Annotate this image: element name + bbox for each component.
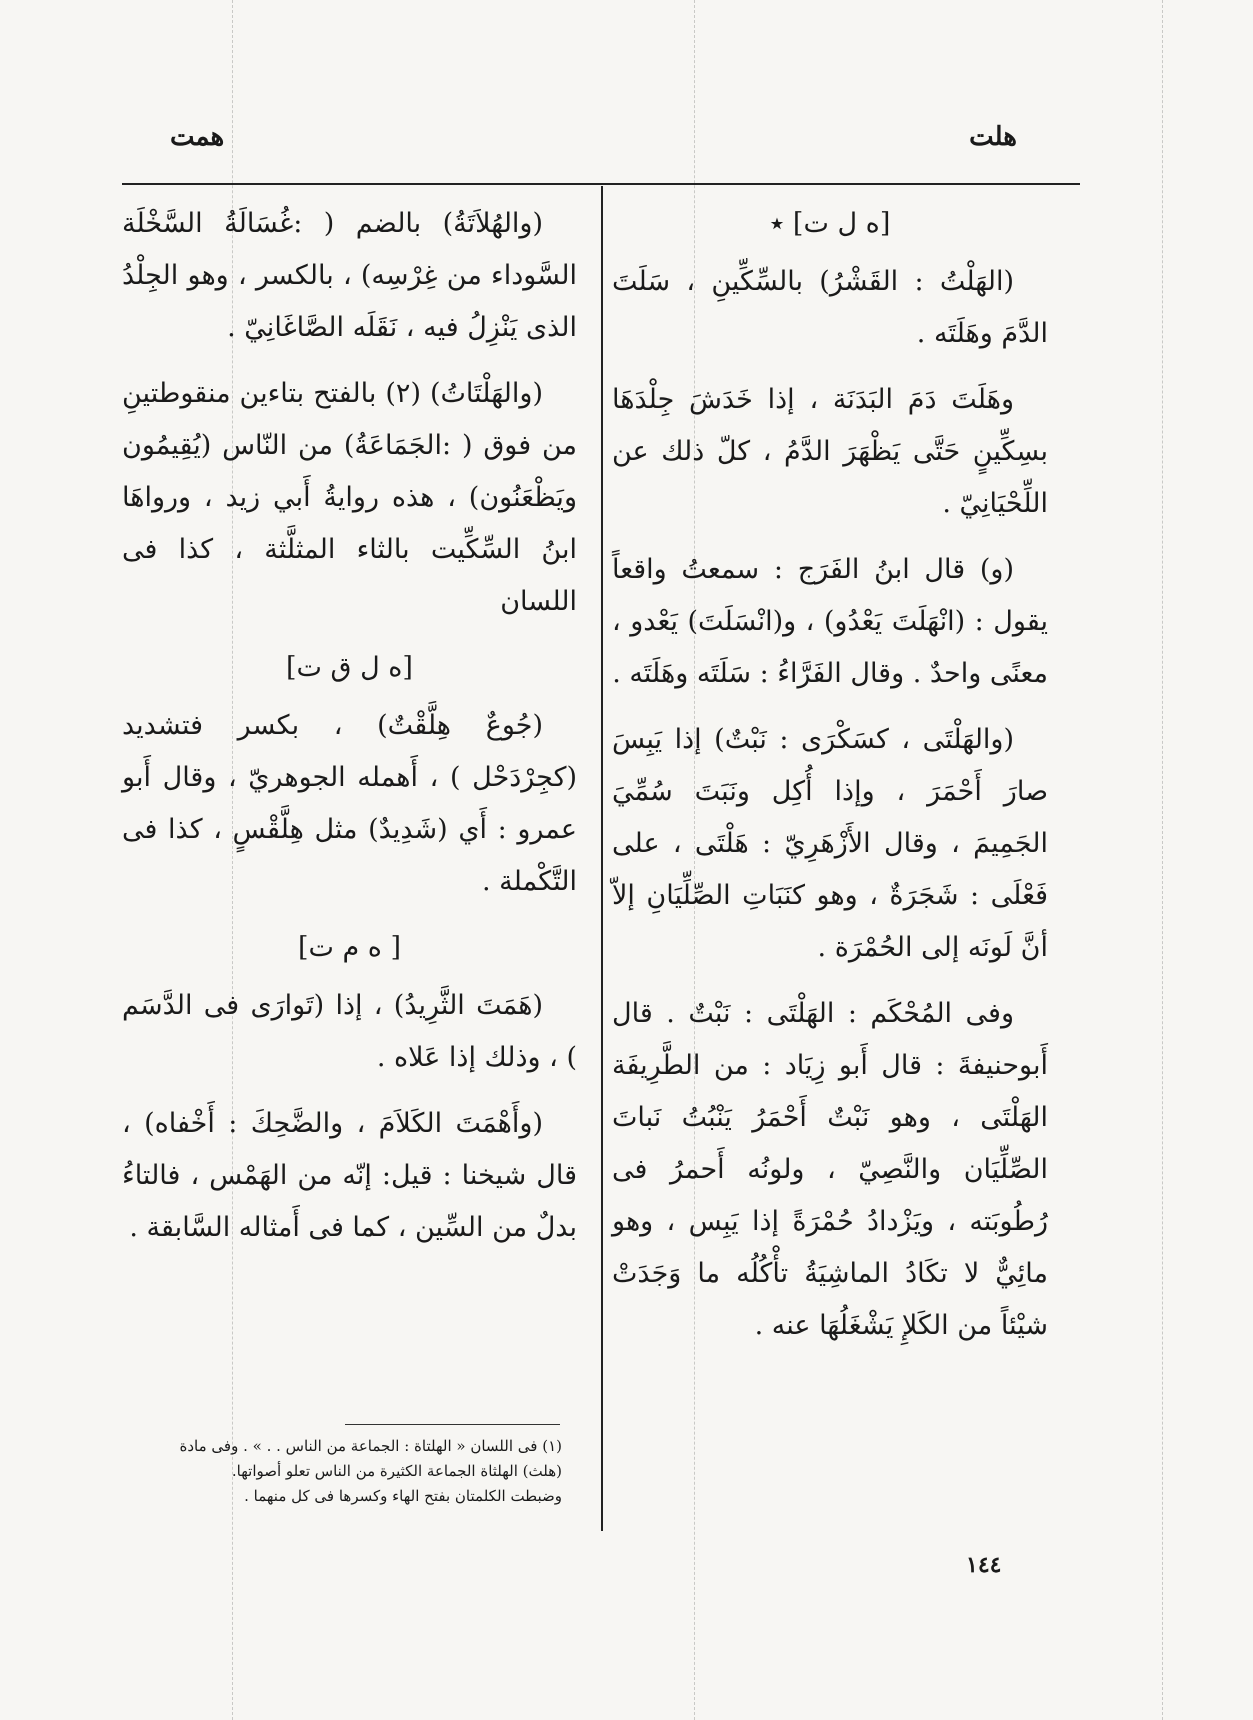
- left-column: [122, 198, 577, 1268]
- running-head-left: همت: [170, 122, 225, 152]
- entry-paragraph: (جُوعٌ هِلَّقْتٌ) ، بكسر فتشديد (كجِرْدَحْل ) ، أَهمله الجوهريّ ، وقال أَبو عمرو : أَي (شَدِيدٌ) مثل هِلَّقْسٍ ، كذا فى التَّكْملة .: [122, 710, 577, 897]
- entry-paragraph: (والهُلاَتَةُ) بالضم ( :غُسَالَةُ السَّخْلَة السَّوداء من غِرْسِه) ، بالكسر ، وهو الجِلْدُ الذى يَنْزِلُ فيه ، نَقَلَه الصَّاغَانِيّ .: [122, 208, 577, 343]
- entry-paragraph: وفى المُحْكَم : الهَلْتَى : نَبْتٌ . قال أَبوحنيفةَ : قال أَبو زِيَاد : من الطَّرِيفَة الهَلْتَى ، وهو نَبْتٌ أَحْمَرُ يَنْبُتُ نَباتَ الصِّلِّيَان والنَّصِيّ ، ولونُه أَحمرُ فى رُطُوبَته ، ويَزْدادُ حُمْرَةً إذا يَبِس ، وهو مائِيٌّ لا تكَادُ الماشِيَةُ تأْكُلُه ما وَجَدَتْ شيْئاً من الكَلإِ يَشْغَلُهَا عنه .: [612, 998, 1048, 1341]
- running-head-right: هلت: [969, 122, 1017, 152]
- page-number: ١٤٤: [966, 1552, 1002, 1578]
- footnote-line: وضبطت الكلمتان بفتح الهاء وكسرها فى كل منهما .: [244, 1487, 562, 1505]
- entry-paragraph: وهَلَتَ دَمَ البَدَنَة ، إذا خَدَشَ جِلْدَهَا بسِكِّينٍ حَتَّى يَظْهَرَ الدَّمُ ، كلّ ذلك عن اللِّحْيَانِيّ .: [612, 384, 1048, 519]
- entry-paragraph: (هَمَتَ الثَّرِيدُ) ، إذا (تَوارَى فى الدَّسَم ) ، وذلك إذا عَلاه .: [122, 990, 577, 1073]
- entry-paragraph: (والهَلْتَى ، كسَكْرَى : نَبْتٌ) إذا يَبِسَ صارَ أَحْمَرَ ، وإذا أُكِل ونَبَتَ سُمِّيَ الجَمِيمَ ، وقال الأَزْهَرِيّ : هَلْتَى ، على فَعْلَى : شَجَرَةٌ ، وهو كنَبَاتِ الصِّلِّيَانِ إلاّ أنَّ لَونَه إلى الحُمْرَة .: [612, 724, 1048, 963]
- header-rule: [122, 183, 1080, 185]
- entry-paragraph: (وأَهْمَتَ الكَلاَمَ ، والضَّحِكَ : أَخْفاه) ، قال شيخنا : قيل: إنّه من الهَمْس ، فالتاءُ بدلٌ من السِّين ، كما فى أَمثاله السَّابقة .: [122, 1108, 577, 1243]
- footnote-line: (١) فى اللسان « الهلتاة : الجماعة من الناس . . » . وفى مادة: [179, 1437, 562, 1455]
- column-divider: [601, 186, 603, 1531]
- entry-paragraph: (والهَلْتَاتُ) (٢) بالفتح بتاءين منقوطتينِ من فوق ( :الجَمَاعَةُ) من النّاس (يُقِيمُون ويَظْعَنُون) ، هذه روايةُ أَبي زيد ، ورواهَا ابنُ السِّكِّيت بالثاء المثلَّثة ، كذا فى اللسان: [122, 378, 577, 617]
- entry-paragraph: (و) قال ابنُ الفَرَج : سمعتُ واقعاً يقول : (انْهَلَتَ يَعْدُو) ، و(انْسَلَتَ) يَعْدو ، معنًى واحدٌ . وقال الفَرَّاءُ : سَلَتَه وهَلَتَه .: [612, 554, 1048, 689]
- right-column: [612, 198, 1048, 1366]
- footnote-rule: [345, 1424, 560, 1425]
- entry-heading: [ه ل ت] ٭: [769, 208, 891, 239]
- scan-fold-line: [1162, 0, 1163, 1720]
- entry-heading: [ ه م ت]: [297, 932, 402, 963]
- entry-paragraph: (الهَلْتُ : القَشْرُ) بالسِّكِّينِ ، سَلَتَ الدَّمَ وهَلَتَه .: [612, 266, 1048, 349]
- entry-heading: [ه ل ق ت]: [286, 652, 413, 683]
- footnote-line: (هلث) الهلثاة الجماعة الكثيرة من الناس تعلو أصواتها.: [231, 1462, 562, 1480]
- footnotes: [122, 1434, 562, 1509]
